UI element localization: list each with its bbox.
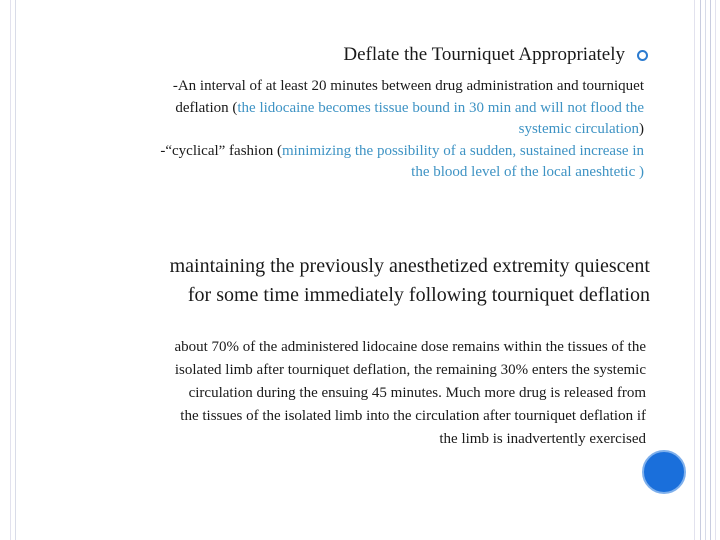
point1-line2-text: deflation (: [175, 99, 238, 116]
point2-line1: [44, 141, 644, 163]
circle-bullet-icon: [637, 50, 648, 61]
detail-line4: the tissues of the isolated limb into the circulation after tourniquet deflation if: [180, 408, 646, 424]
quiescent-statement: [10, 252, 650, 309]
point1-line2-highlight: the lidocaine becomes tissue bound in 30 min and will not flood the: [237, 99, 644, 116]
statement-line1: maintaining the previously anesthetized extremity quiescent: [169, 255, 650, 277]
right-rule-5: [715, 0, 716, 540]
detail-line5: the limb is inadvertently exercised: [439, 431, 646, 447]
detail-line3: circulation during the ensuing 45 minutes. Much more drug is released from: [188, 385, 646, 401]
decorative-blue-circle: [642, 450, 686, 494]
tourniquet-timing-points: [44, 76, 644, 184]
right-rule-1: [694, 0, 695, 540]
point1-line3-text: ): [639, 121, 644, 137]
point1-line1: -An interval of at least 20 minutes between drug administration and tourniquet: [172, 78, 644, 94]
detail-line1: about 70% of the administered lidocaine dose remains within the tissues of the: [174, 339, 646, 355]
point2-line1-text: -“cyclical” fashion (: [160, 142, 282, 159]
right-rule-4: [710, 0, 711, 540]
point2-line2: [44, 162, 644, 184]
lidocaine-distribution-detail: [6, 336, 646, 451]
point2-line2-highlight: the blood level of the local aneshtetic ): [411, 164, 644, 180]
right-rule-2: [700, 0, 701, 540]
right-rule-3: [705, 0, 706, 540]
detail-line2: isolated limb after tourniquet deflation, the remaining 30% enters the systemic: [174, 362, 646, 378]
slide-title: Deflate the Tourniquet Appropriately: [343, 44, 625, 65]
slide-title-row: [343, 44, 648, 66]
point1-line2: [44, 98, 644, 120]
statement-line2: for some time immediately following tourniquet deflation: [187, 283, 650, 306]
point1-line3-highlight: systemic circulation: [518, 121, 639, 137]
point1-line3: [44, 119, 644, 141]
point2-line1-highlight: minimizing the possibility of a sudden, sustained increase in: [281, 142, 644, 159]
